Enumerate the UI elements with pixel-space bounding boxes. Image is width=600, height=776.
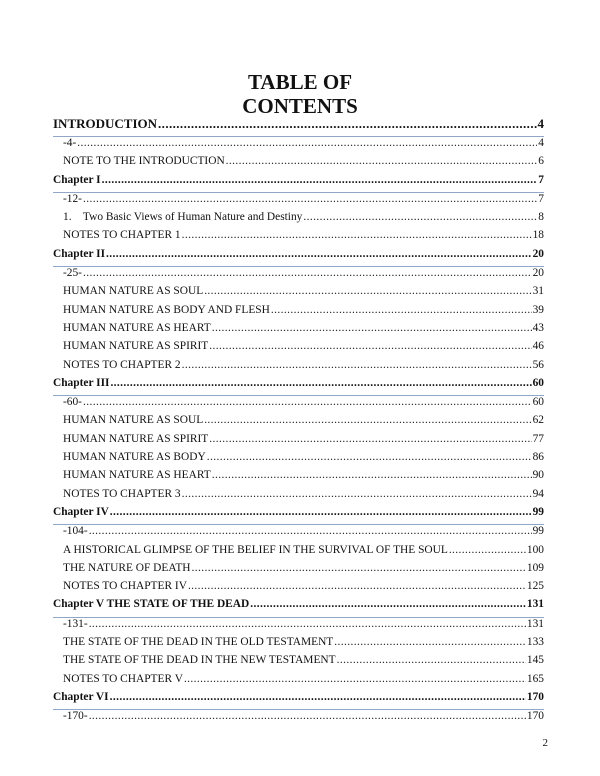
dot-leader — [182, 229, 532, 241]
toc-entry-label: NOTES TO CHAPTER 3 — [63, 487, 181, 500]
toc-entry-page: 99 — [532, 525, 544, 538]
toc-entry[interactable] — [53, 340, 544, 358]
toc-entry-label: -25- — [63, 267, 82, 280]
toc-entry[interactable] — [53, 562, 544, 580]
toc-entry[interactable] — [53, 618, 544, 636]
toc-entry-page: 39 — [532, 303, 544, 316]
toc-entry[interactable] — [53, 304, 544, 322]
dot-leader — [209, 433, 531, 445]
dot-leader — [250, 598, 526, 610]
toc-entry-label: NOTES TO CHAPTER IV — [63, 580, 187, 593]
toc-entry-label: Chapter III — [53, 376, 110, 389]
toc-entry-label: INTRODUCTION — [53, 116, 158, 131]
toc-entry-page: 109 — [526, 561, 544, 574]
dot-leader — [226, 155, 538, 167]
toc-entry-label: Chapter I — [53, 173, 101, 186]
toc-entry[interactable] — [53, 229, 544, 247]
dot-leader — [89, 618, 526, 630]
dot-leader — [204, 285, 531, 297]
table-of-contents — [53, 116, 544, 729]
toc-entry-label: HUMAN NATURE AS BODY AND FLESH — [63, 303, 270, 316]
dot-leader — [192, 562, 526, 574]
toc-chapter-entry[interactable] — [53, 598, 544, 617]
toc-entry-page: 31 — [532, 285, 544, 298]
toc-chapter-entry[interactable] — [53, 174, 544, 193]
dot-leader — [271, 304, 532, 316]
toc-entry-label: HUMAN NATURE AS HEART — [63, 321, 211, 334]
toc-entry-label: HUMAN NATURE AS SPIRIT — [63, 432, 209, 445]
dot-leader — [184, 673, 526, 685]
dot-leader — [207, 451, 532, 463]
toc-entry-page: 60 — [532, 376, 544, 389]
toc-entry-label: -60- — [63, 396, 82, 409]
toc-entry-label: THE STATE OF THE DEAD IN THE NEW TESTAMENT — [63, 654, 336, 667]
toc-entry[interactable] — [53, 469, 544, 487]
dot-leader — [188, 580, 526, 592]
toc-entry[interactable] — [53, 414, 544, 432]
dot-leader — [212, 322, 532, 334]
toc-chapter-entry[interactable] — [53, 116, 544, 137]
toc-entry-page: 46 — [532, 340, 544, 353]
toc-entry[interactable] — [53, 285, 544, 303]
toc-entry-page: 6 — [538, 155, 544, 168]
toc-entry-label: NOTES TO CHAPTER 2 — [63, 358, 181, 371]
dot-leader — [110, 691, 526, 703]
toc-entry-page: 86 — [532, 451, 544, 464]
toc-entry[interactable] — [53, 267, 544, 285]
toc-entry-label: -104- — [63, 525, 88, 538]
dot-leader — [449, 544, 526, 556]
toc-entry-page: 99 — [532, 505, 544, 518]
toc-entry[interactable] — [53, 211, 544, 229]
toc-entry-page: 131 — [526, 598, 544, 611]
dot-leader — [212, 469, 532, 481]
toc-entry-page: 7 — [538, 173, 544, 186]
toc-entry[interactable] — [53, 525, 544, 543]
toc-entry[interactable] — [53, 433, 544, 451]
toc-entry-page: 60 — [532, 396, 544, 409]
toc-entry[interactable] — [53, 451, 544, 469]
toc-chapter-entry[interactable] — [53, 691, 544, 710]
toc-entry-page: 165 — [526, 672, 544, 685]
toc-entry[interactable] — [53, 396, 544, 414]
toc-entry-page: 20 — [532, 247, 544, 260]
toc-entry[interactable] — [53, 137, 544, 155]
toc-entry-page: 145 — [526, 654, 544, 667]
toc-entry[interactable] — [53, 322, 544, 340]
toc-entry[interactable] — [53, 359, 544, 377]
toc-entry-label: -170- — [63, 710, 88, 723]
toc-entry-page: 8 — [538, 211, 544, 224]
dot-leader — [182, 359, 532, 371]
toc-entry-label: NOTES TO CHAPTER V — [63, 672, 183, 685]
toc-chapter-entry[interactable] — [53, 506, 544, 525]
dot-leader — [106, 248, 532, 260]
toc-entry[interactable] — [53, 673, 544, 691]
toc-entry[interactable] — [53, 544, 544, 562]
dot-leader — [77, 137, 537, 149]
toc-entry-label: NOTES TO CHAPTER 1 — [63, 229, 181, 242]
toc-entry-page: 56 — [532, 358, 544, 371]
toc-entry-label: Chapter II — [53, 247, 106, 260]
toc-entry-label: HUMAN NATURE AS HEART — [63, 469, 211, 482]
toc-entry-label: Chapter IV — [53, 505, 109, 518]
toc-entry-label: 1. Two Basic Views of Human Nature and Destiny — [63, 211, 303, 224]
toc-entry-label: THE NATURE OF DEATH — [63, 561, 191, 574]
toc-entry-page: 94 — [532, 487, 544, 500]
toc-entry[interactable] — [53, 580, 544, 598]
toc-entry-label: HUMAN NATURE AS BODY — [63, 451, 206, 464]
toc-entry[interactable] — [53, 193, 544, 211]
toc-entry-label: HUMAN NATURE AS SPIRIT — [63, 340, 209, 353]
dot-leader — [83, 396, 532, 408]
dot-leader — [102, 174, 538, 186]
page-number: 2 — [542, 737, 548, 749]
toc-entry-page: 90 — [532, 469, 544, 482]
toc-entry-label: -4- — [63, 137, 77, 149]
toc-entry-page: 18 — [532, 229, 544, 242]
toc-entry-page: 125 — [526, 580, 544, 593]
toc-entry-label: THE STATE OF THE DEAD IN THE OLD TESTAMENT — [63, 636, 334, 649]
toc-entry-page: 170 — [526, 690, 544, 703]
toc-title-line1: TABLE OF — [247, 70, 353, 94]
dot-leader — [303, 211, 537, 223]
toc-entry[interactable] — [53, 654, 544, 672]
toc-entry-page: 100 — [526, 543, 544, 556]
toc-entry-page: 4 — [538, 137, 544, 149]
toc-entry-label: A HISTORICAL GLIMPSE OF THE BELIEF IN THE SURVIVAL OF THE SOUL — [63, 543, 448, 556]
toc-entry-label: -12- — [63, 192, 82, 205]
dot-leader — [89, 525, 532, 537]
toc-entry[interactable] — [53, 155, 544, 173]
toc-chapter-entry[interactable] — [53, 377, 544, 396]
toc-entry-page: 4 — [537, 116, 544, 131]
toc-entry-page: 7 — [538, 192, 544, 205]
toc-entry-page: 43 — [532, 321, 544, 334]
toc-title-line2: CONTENTS — [242, 94, 358, 118]
toc-entry-label: NOTE TO THE INTRODUCTION — [63, 155, 225, 168]
dot-leader — [83, 193, 537, 205]
toc-entry[interactable] — [53, 636, 544, 654]
dot-leader — [209, 340, 531, 352]
toc-entry-label: Chapter VI — [53, 690, 109, 703]
toc-chapter-entry[interactable] — [53, 248, 544, 267]
dot-leader — [110, 506, 532, 518]
dot-leader — [337, 654, 526, 666]
toc-entry-page: 62 — [532, 414, 544, 427]
toc-entry-page: 20 — [532, 267, 544, 280]
dot-leader — [182, 488, 532, 500]
toc-entry-label: HUMAN NATURE AS SOUL — [63, 285, 204, 298]
dot-leader — [204, 414, 531, 426]
toc-entry-page: 133 — [526, 636, 544, 649]
dot-leader — [158, 116, 536, 132]
dot-leader — [89, 710, 526, 722]
toc-entry-label: -131- — [63, 617, 88, 630]
dot-leader — [110, 377, 531, 389]
toc-entry-label: HUMAN NATURE AS SOUL — [63, 414, 204, 427]
dot-leader — [83, 267, 532, 279]
dot-leader — [334, 636, 526, 648]
toc-entry-label: Chapter V THE STATE OF THE DEAD — [53, 598, 250, 611]
toc-entry[interactable] — [53, 488, 544, 506]
toc-entry-page: 131 — [526, 617, 544, 630]
toc-entry[interactable] — [53, 710, 544, 728]
toc-entry-page: 77 — [532, 432, 544, 445]
toc-entry-page: 170 — [526, 710, 544, 723]
